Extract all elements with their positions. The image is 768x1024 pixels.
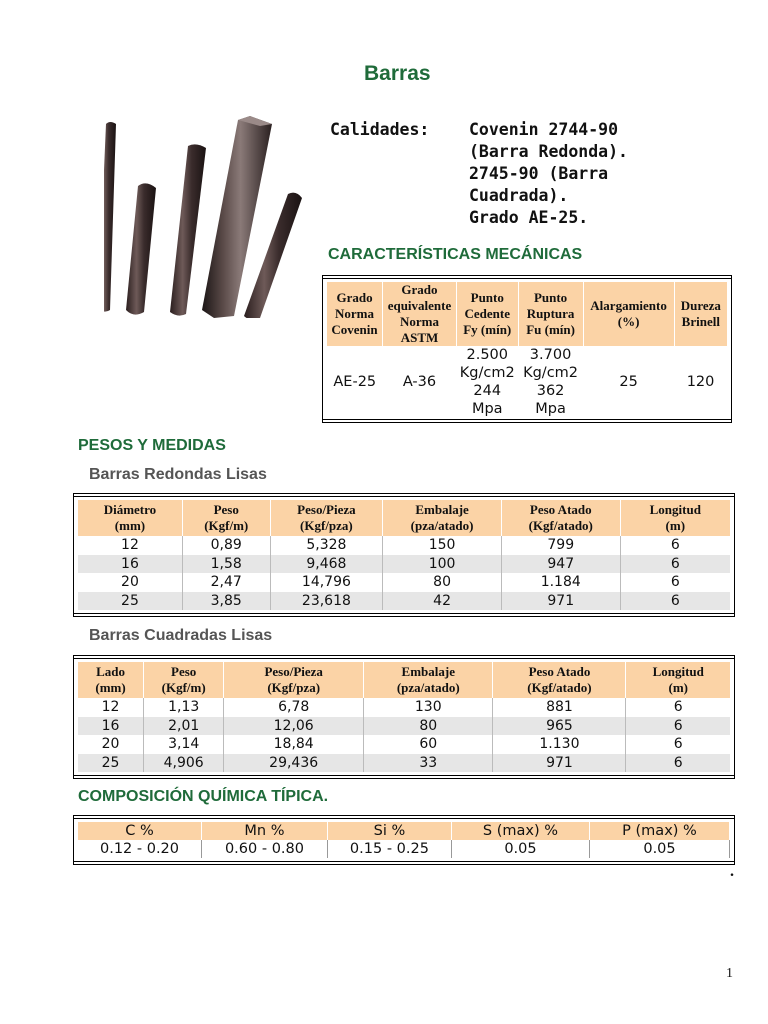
table-cell: 6 [673, 736, 683, 752]
table-cell: 25 [78, 754, 144, 773]
steel-bars-image [104, 112, 310, 318]
table-cell: 12 [78, 536, 182, 555]
table-cell: 971 [493, 754, 626, 773]
cuadradas-heading: Barras Cuadradas Lisas [89, 627, 273, 644]
calidades-text [469, 119, 628, 229]
mech-cell-alargamiento: 25 [619, 374, 638, 390]
table-cell: 16 [78, 717, 144, 736]
cuadradas-table-frame [73, 655, 735, 779]
table-row [78, 698, 730, 717]
cuadradas-header: Peso/Pieza (Kgf/pza) [224, 662, 364, 698]
mech-header: Punto Ruptura Fu (mín) [518, 282, 583, 346]
table-cell: 3,14 [144, 735, 224, 754]
calidades-label: Calidades: [330, 120, 430, 139]
table-cell: 6 [673, 699, 683, 715]
fy-line: 244 [473, 383, 502, 399]
mech-table [327, 282, 727, 418]
table-cell: 42 [383, 592, 502, 611]
cuadradas-header: Lado (mm) [78, 662, 144, 698]
table-cell: 5,328 [270, 536, 383, 555]
redondas-table [78, 500, 730, 610]
comp-table-frame [73, 815, 735, 865]
fy-line: Kg/cm2 [459, 365, 515, 381]
mech-header: Grado equivalente Norma ASTM [383, 282, 457, 346]
table-row [78, 573, 730, 592]
fu-line: Mpa [535, 401, 566, 417]
mech-cell-dureza: 120 [686, 374, 715, 390]
table-cell: 80 [364, 717, 493, 736]
mech-cell-fy [456, 346, 518, 418]
redondas-header: Longitud (m) [620, 500, 730, 536]
cuadradas-header: Peso (Kgf/m) [144, 662, 224, 698]
table-cell: 130 [364, 698, 493, 717]
table-cell: 6 [626, 754, 730, 773]
table-cell: 150 [383, 536, 502, 555]
table-cell: 18,84 [224, 735, 364, 754]
table-cell: 23,618 [270, 592, 383, 611]
page-title: Barras [364, 62, 431, 85]
comp-header: Mn % [202, 822, 328, 840]
table-cell: 14,796 [270, 573, 383, 592]
table-cell: 16 [78, 555, 182, 574]
redondas-header: Peso (Kgf/m) [182, 500, 270, 536]
table-cell: 799 [501, 536, 620, 555]
pesos-heading: PESOS Y MEDIDAS [78, 437, 226, 454]
table-cell: 2,47 [182, 573, 270, 592]
mech-header: Alargamiento (%) [583, 282, 674, 346]
table-cell: 6 [626, 717, 730, 736]
fu-line: 3.700 [529, 347, 572, 363]
table-row [78, 536, 730, 555]
redondas-heading: Barras Redondas Lisas [89, 466, 267, 483]
cuadradas-header: Embalaje (pza/atado) [364, 662, 493, 698]
cuadradas-table [78, 662, 730, 772]
mech-heading: CARACTERÍSTICAS MECÁNICAS [328, 246, 583, 263]
table-row [78, 754, 730, 773]
table-cell: 4,906 [144, 754, 224, 773]
comp-table [78, 822, 730, 858]
table-cell: 1,58 [182, 555, 270, 574]
table-cell: 20 [78, 735, 144, 754]
fu-line: Kg/cm2 [523, 365, 579, 381]
comp-heading: COMPOSICIÓN QUÍMICA TÍPICA. [78, 788, 329, 805]
table-cell: 0.05 [590, 840, 730, 858]
redondas-header: Embalaje (pza/atado) [383, 500, 502, 536]
redondas-header: Peso/Pieza (Kgf/pza) [270, 500, 383, 536]
table-cell: 9,468 [270, 555, 383, 574]
mech-cell-astm: A-36 [402, 374, 437, 390]
table-cell: 12,06 [224, 717, 364, 736]
cuadradas-header: Peso Atado (Kgf/atado) [493, 662, 626, 698]
table-cell: 29,436 [224, 754, 364, 773]
table-cell: 971 [501, 592, 620, 611]
table-cell: 6 [670, 537, 680, 553]
fy-line: 2.500 [466, 347, 509, 363]
table-cell: 12 [78, 698, 144, 717]
calidades-line: Covenin 2744-90 [469, 120, 619, 139]
comp-header: Si % [327, 822, 451, 840]
page-number: 1 [726, 966, 733, 981]
comp-header: P (max) % [590, 822, 730, 840]
mech-cell-fu [518, 346, 583, 418]
calidades-line: (Barra Redonda). [469, 142, 628, 161]
mech-header: Punto Cedente Fy (mín) [456, 282, 518, 346]
table-row [78, 592, 730, 611]
mech-table-frame [322, 275, 732, 423]
redondas-table-frame [73, 493, 735, 617]
table-cell: 0.15 - 0.25 [327, 840, 451, 858]
fy-line: Mpa [471, 401, 503, 417]
table-cell: 3,85 [182, 592, 270, 611]
table-cell: 25 [78, 592, 182, 611]
mech-cell-grado: AE-25 [333, 374, 377, 390]
table-cell: 965 [493, 717, 626, 736]
calidades-line: Cuadrada). [469, 186, 569, 205]
calidades-line: 2745-90 (Barra [469, 164, 609, 183]
fu-line: 362 [536, 383, 565, 399]
table-row [78, 717, 730, 736]
trailing-dot: . [730, 863, 734, 880]
table-row [78, 840, 730, 858]
comp-header: S (max) % [451, 822, 589, 840]
mech-header: Grado Norma Covenin [327, 282, 383, 346]
table-cell: 100 [383, 555, 502, 574]
table-cell: 881 [493, 698, 626, 717]
table-row [78, 555, 730, 574]
comp-header: C % [78, 822, 202, 840]
table-cell: 0.60 - 0.80 [202, 840, 328, 858]
cuadradas-header: Longitud (m) [626, 662, 730, 698]
redondas-header: Peso Atado (Kgf/atado) [501, 500, 620, 536]
table-cell: 33 [364, 754, 493, 773]
table-cell: 1.130 [493, 735, 626, 754]
table-cell: 1.184 [501, 573, 620, 592]
table-cell: 0.05 [451, 840, 589, 858]
table-cell: 6 [620, 555, 730, 574]
redondas-header: Diámetro (mm) [78, 500, 182, 536]
table-cell: 6 [620, 592, 730, 611]
table-cell: 80 [383, 573, 502, 592]
table-cell: 6 [670, 574, 680, 590]
table-cell: 1,13 [144, 698, 224, 717]
table-cell: 947 [501, 555, 620, 574]
table-row [78, 735, 730, 754]
table-cell: 20 [78, 573, 182, 592]
table-cell: 0.12 - 0.20 [78, 840, 202, 858]
table-cell: 60 [364, 735, 493, 754]
calidades-line: Grado AE-25. [469, 208, 589, 227]
table-cell: 6,78 [224, 698, 364, 717]
mech-header: Dureza Brinell [674, 282, 727, 346]
table-cell: 2,01 [144, 717, 224, 736]
table-cell: 0,89 [182, 536, 270, 555]
